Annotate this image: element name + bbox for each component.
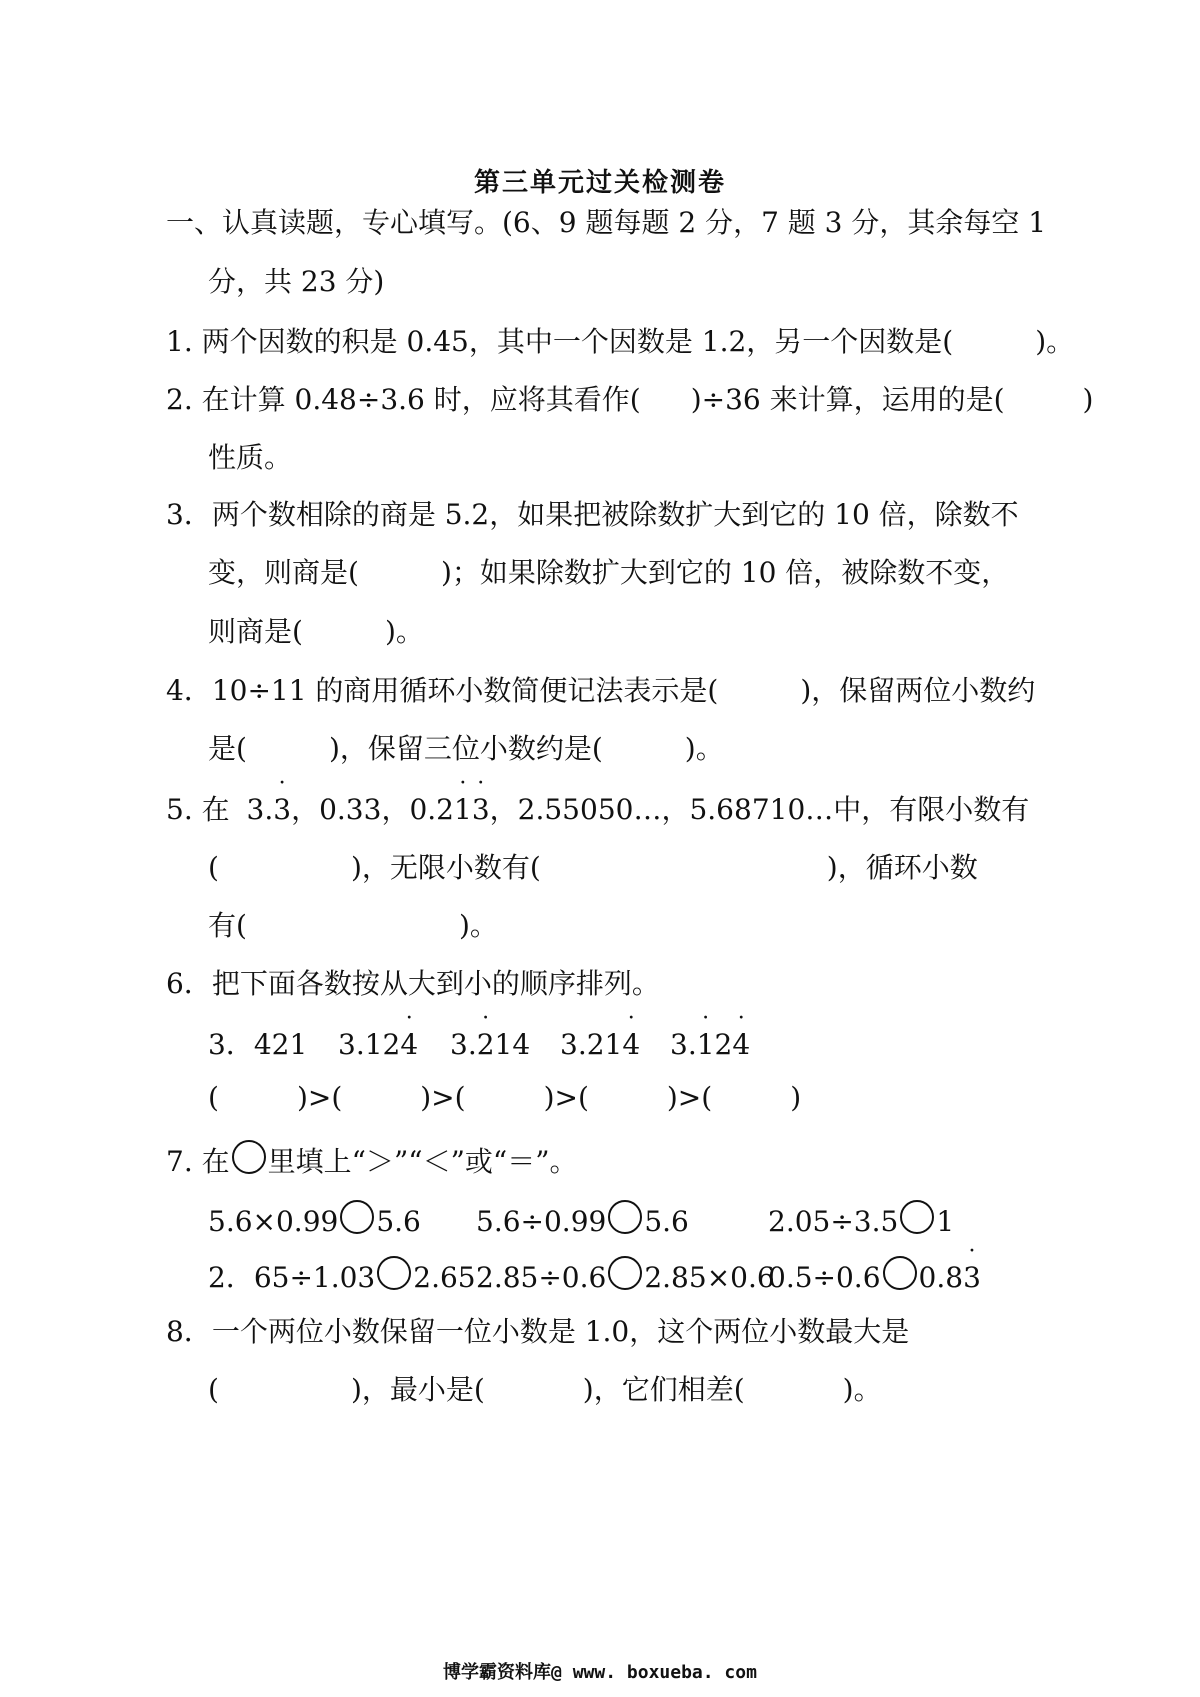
q4-text-c: 是(: [208, 732, 247, 765]
q3-line3: [208, 612, 424, 652]
q5-line1: 5. 在 3.· 3，0.33，0.2· 1· 3，2.55050…，5.68710…中，有限小数有: [166, 790, 1029, 830]
q4-line1: [166, 671, 1035, 711]
circle-blank-icon: [232, 1140, 266, 1174]
q1-end: )。: [1035, 325, 1075, 358]
section-header-line2: 分，共 23 分): [208, 265, 385, 298]
compare-circle[interactable]: [900, 1200, 934, 1234]
q7-row1: 5.6×0.99 5.6 5.6÷0.99 5.6 2.05÷3.5 1: [208, 1200, 954, 1242]
q6-number-2: 3.12· 4: [338, 1025, 450, 1065]
q1-text: 1. 两个因数的积是 0.45，其中一个因数是 1.2，另一个因数是(: [166, 325, 954, 358]
question-2: [166, 380, 1093, 420]
q5-mid: 中，有限小数有: [833, 793, 1030, 826]
q6-numbers: [208, 1025, 750, 1065]
q4-text-d: )，保留三位小数约是(: [328, 732, 603, 765]
q7-row2: 2．65÷1.03 2.652.85÷0.6 2.85×0.60.5÷0.6 0.8· 3: [208, 1256, 981, 1298]
q2-line2: 性质。: [208, 441, 293, 474]
q2-text-a: 2. 在计算 0.48÷3.6 时，应将其看作(: [166, 383, 641, 416]
q5-number-5: 5.68710…: [689, 793, 834, 826]
page-title: 第三单元过关检测卷: [473, 168, 726, 198]
q3-text-c: 则商是(: [208, 615, 303, 648]
q5-prefix: 5. 在: [166, 793, 230, 826]
q3-text-a: 变，则商是(: [208, 556, 359, 589]
q3-text-b: )；如果除数扩大到它的 10 倍，被除数不变，: [440, 556, 1010, 589]
q2-text-c: ): [1082, 383, 1094, 416]
q8-line1: 8．一个两位小数保留一位小数是 1.0，这个两位小数最大是: [166, 1315, 910, 1348]
q3-line1: 3．两个数相除的商是 5.2，如果把被除数扩大到它的 10 倍，除数不: [166, 498, 1019, 531]
q6-answer-row: ( )>( )>( )>( )>( ): [208, 1081, 802, 1114]
compare-circle[interactable]: [883, 1256, 917, 1290]
q4-line2: [208, 729, 724, 769]
q3-text-d: )。: [384, 615, 424, 648]
q6-stem: 6．把下面各数按从大到小的顺序排列。: [166, 967, 660, 1000]
q6-number-5: 3.· 12· 4: [670, 1025, 750, 1065]
q5-number-4: 2.55050…: [517, 793, 662, 826]
q7-stem: 7. 在 里填上“＞”“＜”或“＝”。: [166, 1140, 578, 1182]
footer-watermark: 博学霸资料库@ www. boxueba. com: [443, 1662, 757, 1683]
question-1: [166, 322, 1074, 362]
compare-circle[interactable]: [608, 1200, 642, 1234]
q5-line2: ( )，无限小数有( )，循环小数: [208, 851, 978, 884]
q6-number-1: 3．421: [208, 1028, 308, 1061]
section-header-line1: 一、认真读题，专心填写。(6、9 题每题 2 分，7 题 3 分，其余每空 1: [166, 206, 1047, 239]
q6-number-3: 3.· 214: [450, 1025, 560, 1065]
compare-circle[interactable]: [340, 1200, 374, 1234]
q4-text-a: 4．10÷11 的商用循环小数简便记法表示是(: [166, 674, 719, 707]
q5-number-1: 3.· 3: [247, 793, 292, 826]
q4-text-e: )。: [684, 732, 724, 765]
q5-number-3: 0.2· 1· 3: [409, 793, 489, 826]
q2-text-b: )÷36 来计算，运用的是(: [690, 383, 1005, 416]
q5-line3: 有( )。: [208, 909, 498, 942]
compare-circle[interactable]: [608, 1256, 642, 1290]
q6-number-4: 3.21· 4: [560, 1025, 670, 1065]
q8-line2: ( )，最小是( )，它们相差( )。: [208, 1373, 882, 1406]
q3-line2: [208, 553, 1009, 593]
q4-text-b: )，保留两位小数约: [800, 674, 1036, 707]
q5-number-2: 0.33: [319, 793, 382, 826]
compare-circle[interactable]: [377, 1256, 411, 1290]
